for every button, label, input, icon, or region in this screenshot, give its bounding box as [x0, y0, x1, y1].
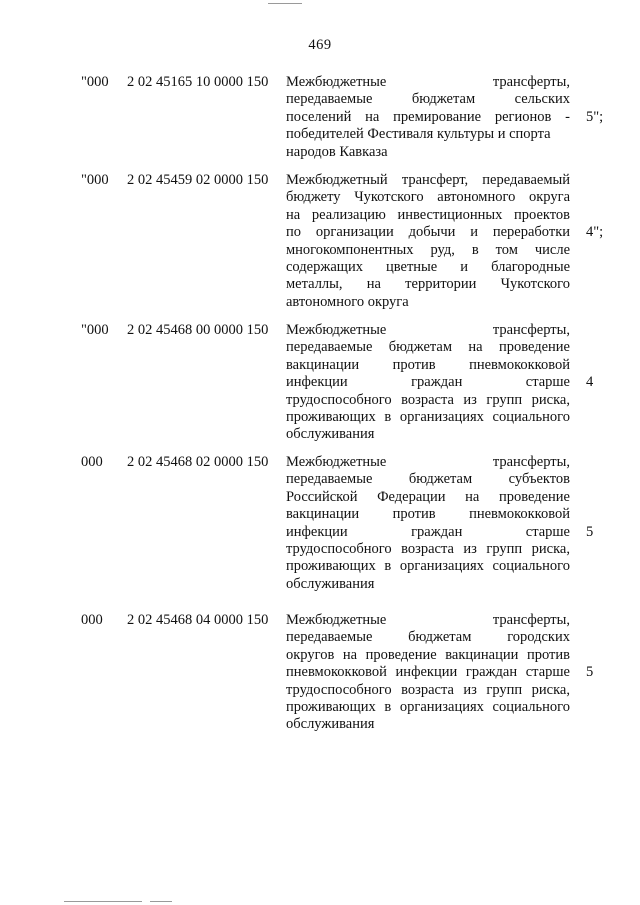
description-line: народов Кавказа — [286, 143, 388, 160]
description-line: на реализацию инвестиционных проектов — [286, 206, 570, 223]
row-description — [286, 74, 570, 161]
scan-artifact-bottom-mid — [150, 901, 172, 902]
description-line: вакцинации против пневмококковой — [286, 356, 570, 373]
description-line: проживающих в организациях социального — [286, 409, 570, 426]
description-line: передаваемые бюджетам городских — [286, 629, 570, 646]
description-line: трудоспособного возраста из групп риска, — [286, 541, 570, 558]
description-line: передаваемые бюджетам сельских — [286, 91, 570, 108]
row-value: 4 — [586, 374, 594, 391]
description-line: Межбюджетные трансферты, — [286, 454, 570, 470]
description-line: вакцинации против пневмококковой — [286, 506, 570, 523]
description-line: передаваемые бюджетам на проведение — [286, 339, 570, 356]
description-line: пневмококковой инфекции граждан старше — [286, 664, 570, 681]
description-line: инфекции граждан старше — [286, 523, 570, 540]
row-prefix: "000 — [81, 172, 109, 188]
description-line: победителей Фестиваля культуры и спорта — [286, 126, 551, 143]
description-line: Российской Федерации на проведение — [286, 488, 570, 505]
description-line: трудоспособного возраста из групп риска, — [286, 681, 570, 698]
description-line: Межбюджетные трансферты, — [286, 74, 570, 90]
budget-classification-code: 2 02 45468 00 0000 150 — [127, 322, 269, 338]
scan-artifact-top — [268, 3, 302, 4]
scan-artifact-bottom-left — [64, 901, 142, 902]
row-description — [286, 322, 570, 444]
row-value: 4"; — [586, 224, 604, 241]
description-line: поселений на премирование регионов - — [286, 108, 570, 125]
row-prefix: 000 — [81, 612, 103, 628]
budget-classification-code: 2 02 45468 04 0000 150 — [127, 612, 269, 628]
page-number: 469 — [308, 37, 332, 53]
description-line: обслуживания — [286, 716, 375, 733]
row-prefix: "000 — [81, 322, 109, 338]
description-line: Межбюджетные трансферты, — [286, 322, 570, 338]
row-value: 5 — [586, 523, 594, 540]
row-description — [286, 612, 570, 734]
row-description — [286, 454, 570, 593]
row-value: 5 — [586, 664, 594, 681]
row-prefix: 000 — [81, 454, 103, 470]
row-value: 5"; — [586, 108, 604, 125]
row-prefix: "000 — [81, 74, 109, 90]
description-line: проживающих в организациях социального — [286, 558, 570, 575]
description-line: передаваемые бюджетам субъектов — [286, 471, 570, 488]
description-line: по организации добычи и переработки — [286, 224, 570, 241]
description-line: содержащих цветные и благородные — [286, 259, 570, 276]
description-line: проживающих в организациях социального — [286, 699, 570, 716]
budget-classification-code: 2 02 45468 02 0000 150 — [127, 454, 269, 470]
description-line: инфекции граждан старше — [286, 374, 570, 391]
budget-classification-code: 2 02 45165 10 0000 150 — [127, 74, 269, 90]
description-line: многокомпонентных руд, в том числе — [286, 241, 570, 258]
description-line: округов на проведение вакцинации против — [286, 646, 570, 663]
description-line: трудоспособного возраста из групп риска, — [286, 391, 570, 408]
budget-classification-code: 2 02 45459 02 0000 150 — [127, 172, 269, 188]
description-line: обслуживания — [286, 575, 375, 592]
description-line: Межбюджетные трансферты, — [286, 612, 570, 628]
description-line: Межбюджетный трансферт, передаваемый — [286, 172, 570, 188]
description-line: обслуживания — [286, 426, 375, 443]
description-line: металлы, на территории Чукотского — [286, 276, 570, 293]
row-description — [286, 172, 570, 311]
description-line: автономного округа — [286, 293, 409, 310]
description-line: бюджету Чукотского автономного округа — [286, 189, 570, 206]
